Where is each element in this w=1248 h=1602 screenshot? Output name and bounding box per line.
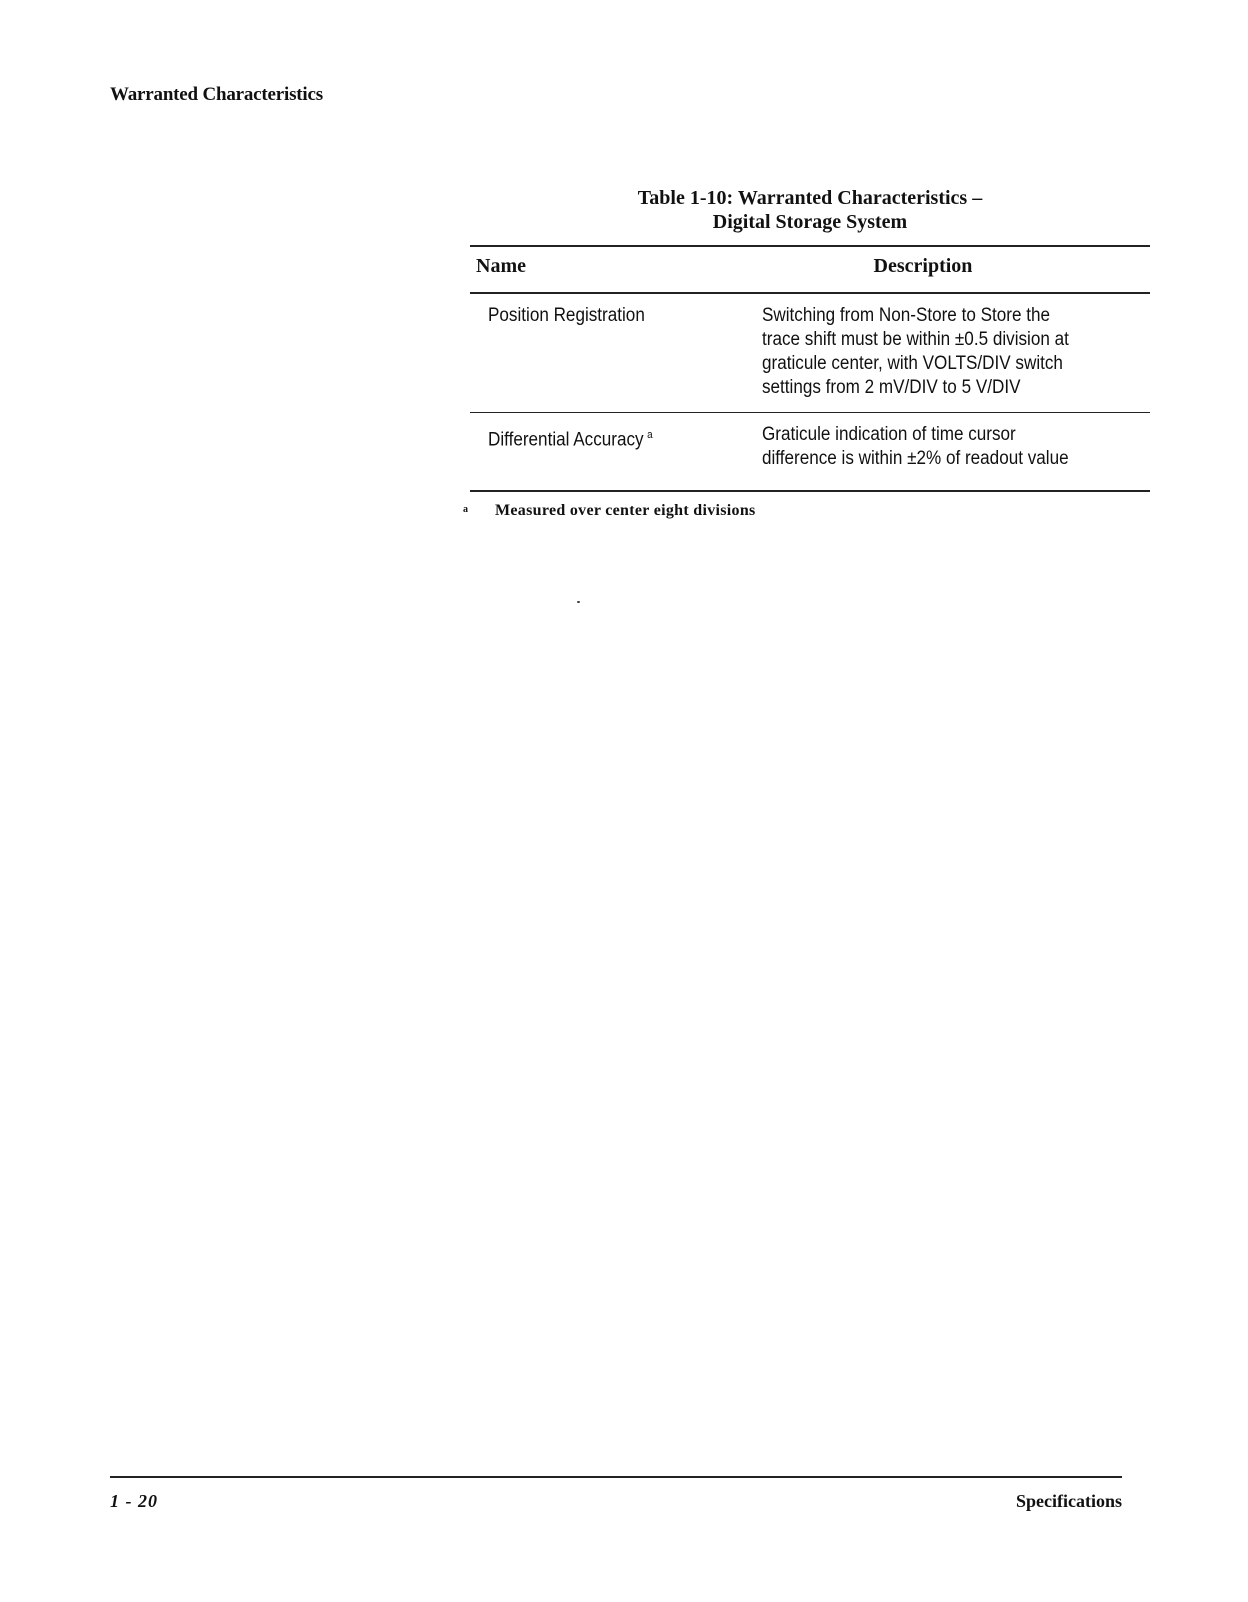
description-line: Graticule indication of time cursor xyxy=(762,424,1016,445)
description-line: settings from 2 mV/DIV to 5 V/DIV xyxy=(762,377,1021,398)
footnote-marker: a xyxy=(463,504,469,515)
table-bottom-rule xyxy=(470,490,1150,492)
footer-section-title: Specifications xyxy=(1016,1491,1122,1511)
table-caption xyxy=(470,186,1150,234)
table-row xyxy=(470,413,1150,490)
description-line: Switching from Non-Store to Store the xyxy=(762,305,1050,326)
characteristics-table xyxy=(470,245,1150,492)
footnote-text: Measured over center eight divisions xyxy=(495,502,756,519)
scan-speck xyxy=(577,601,580,603)
description-line: graticule center, with VOLTS/DIV switch xyxy=(762,353,1063,374)
footer-rule xyxy=(110,1476,1122,1478)
column-header-description: Description xyxy=(873,255,973,277)
row-description-cell xyxy=(762,423,1113,471)
column-header-name: Name xyxy=(476,255,526,277)
row-name: Differential Accuracy xyxy=(488,429,644,451)
row-name: Position Registration xyxy=(488,305,645,326)
row-description-cell xyxy=(762,304,1113,400)
footnote-reference-mark: a xyxy=(647,429,653,441)
description-line: difference is within ±2% of readout value xyxy=(762,448,1069,469)
row-name-cell xyxy=(488,423,653,452)
running-head: Warranted Characteristics xyxy=(110,84,323,105)
page-number: 1 - 20 xyxy=(110,1491,158,1511)
table-caption-line-1: Table 1-10: Warranted Characteristics – xyxy=(637,187,983,209)
description-line: trace shift must be within ±0.5 division at xyxy=(762,329,1069,350)
table-footnote xyxy=(463,502,756,520)
row-name-cell xyxy=(488,304,645,328)
table-row xyxy=(470,294,1150,412)
table-header-row xyxy=(470,247,1150,292)
table-caption-line-2: Digital Storage System xyxy=(712,211,908,233)
